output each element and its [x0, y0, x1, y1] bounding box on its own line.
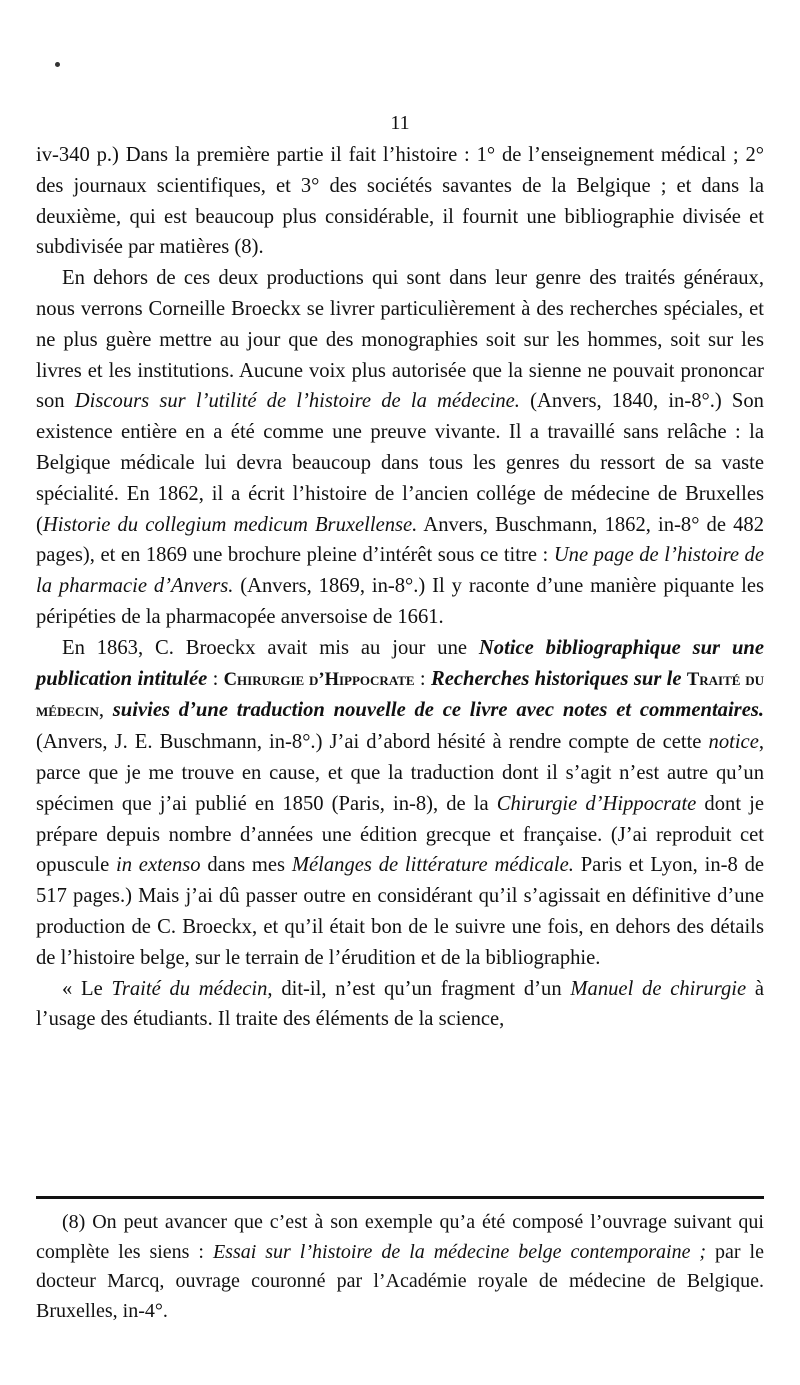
text-run: Paris et Lyon, in-8 de 517 pages.) Mais j’ai dû passer outre en considérant qu’il s’agissait en définitive d’une production de C. Broeckx, et qu’il était bon de le suivre une fois, en dehors des détails de l’histoire belge, sur le terrain de l’érudition et de la bibliographie. [36, 854, 765, 969]
emphasized-text: Manuel de chirurgie [570, 977, 747, 1000]
paragraph [36, 263, 764, 633]
emphasized-text: Essai sur l’histoire de la médecine belge contemporaine ; [212, 1240, 707, 1263]
text-run: , dit-il, n’est qu’un fragment d’un [267, 977, 571, 1000]
paragraph [36, 974, 764, 1036]
print-speck [55, 62, 60, 67]
emphasized-text: Recherches historiques sur le [430, 667, 682, 690]
emphasized-text: Chirurgie d’Hippocrate [223, 668, 415, 690]
text-run: dont je prépare depuis nombre d’années une édition grecque et française. (J’ai reproduit cet opuscule [36, 792, 765, 877]
emphasized-text: Historie du collegium medicum Bruxellense. [42, 513, 418, 536]
text-run: : [414, 667, 431, 690]
text-run: « Le [62, 977, 112, 1000]
text-run: Anvers, Buschmann, 1862, in-8° de 482 pages), et en 1869 une brochure pleine d’intérêt sous ce titre : [36, 513, 764, 567]
text-run: , [98, 699, 113, 722]
body-text [36, 140, 764, 1035]
text-run: (8) On peut avancer que c’est à son exemple qu’a été composé l’ouvrage suivant qui complète les siens : [36, 1211, 764, 1263]
text-run: (Anvers, 1840, in-8°.) Son existence entière en a été comme une preuve vivante. Il a travaillé sans relâche : la Belgique médicale lui devra beaucoup dans tous les genres du ressort de sa vaste spécialité. En 1862, il a écrit l’histoire de l’ancien collége de médecine de Bruxelles ( [36, 390, 764, 536]
text-run: En 1863, C. Broeckx avait mis au jour une [62, 636, 479, 659]
paragraph [36, 140, 764, 263]
text-run: (Anvers, J. E. Buschmann, in-8°.) J’ai d’abord hésité à rendre compte de cette [36, 731, 709, 754]
emphasized-text: Traité du médecin [111, 977, 268, 1000]
emphasized-text: Notice bibliographique sur une publication intitulée [36, 636, 764, 690]
footnote-paragraph [36, 1208, 764, 1326]
emphasized-text: notice [708, 731, 759, 754]
text-run: (Anvers, 1869, in-8°.) Il y raconte d’une manière piquante les péripéties de la pharmacopée anversoise de 1661. [36, 575, 764, 628]
text-run: : [207, 667, 224, 690]
text-run: En dehors de ces deux productions qui sont dans leur genre des traités généraux, nous verrons Corneille Broeckx se livrer particulièrement à des recherches spéciales, et ne plus guère mettre au jour que des monographies soit sur les hommes, soit sur les livres et les institutions. Aucune voix plus autorisée que la sienne ne pouvait prononcar son [36, 267, 764, 413]
emphasized-text: Mélanges de littérature médicale. [291, 854, 574, 877]
text-run: dans mes [200, 854, 292, 877]
emphasized-text: in extenso [116, 854, 201, 877]
text-run: , parce que je me trouve en cause, et que la traduction dont il s’agit n’est autre qu’un spécimen que j’ai publié en 1850 (Paris, in-8), de la [36, 731, 764, 815]
text-run: par le docteur Marcq, ouvrage couronné par l’Académie royale de médecine de Belgique. Bruxelles, in-4°. [36, 1240, 764, 1322]
paragraph [36, 633, 764, 974]
emphasized-text: Chirurgie d’Hippocrate [496, 792, 697, 815]
emphasized-text: Une page de l’histoire de la pharmacie d’Anvers. [36, 544, 764, 598]
footnote [36, 1208, 764, 1326]
emphasized-text: Discours sur l’utilité de l’histoire de la médecine. [74, 390, 520, 413]
page-number: 11 [390, 112, 410, 134]
emphasized-text: suivies d’une traduction nouvelle de ce livre avec notes et commentaires. [112, 699, 764, 722]
footnote-rule [36, 1196, 764, 1199]
text-run: à l’usage des étudiants. Il traite des éléments de la science, [36, 977, 764, 1031]
text-run: iv-340 p.) Dans la première partie il fait l’histoire : 1° de l’enseignement médical ; 2° des journaux scientifiques, et 3° des sociétés savantes de la Belgique ; et dans la deuxième, qui est beaucoup plus considérable, il fournit une bibliographie divisée et subdivisée par matières (8). [36, 144, 764, 259]
emphasized-text: Traité du médecin [36, 668, 765, 722]
